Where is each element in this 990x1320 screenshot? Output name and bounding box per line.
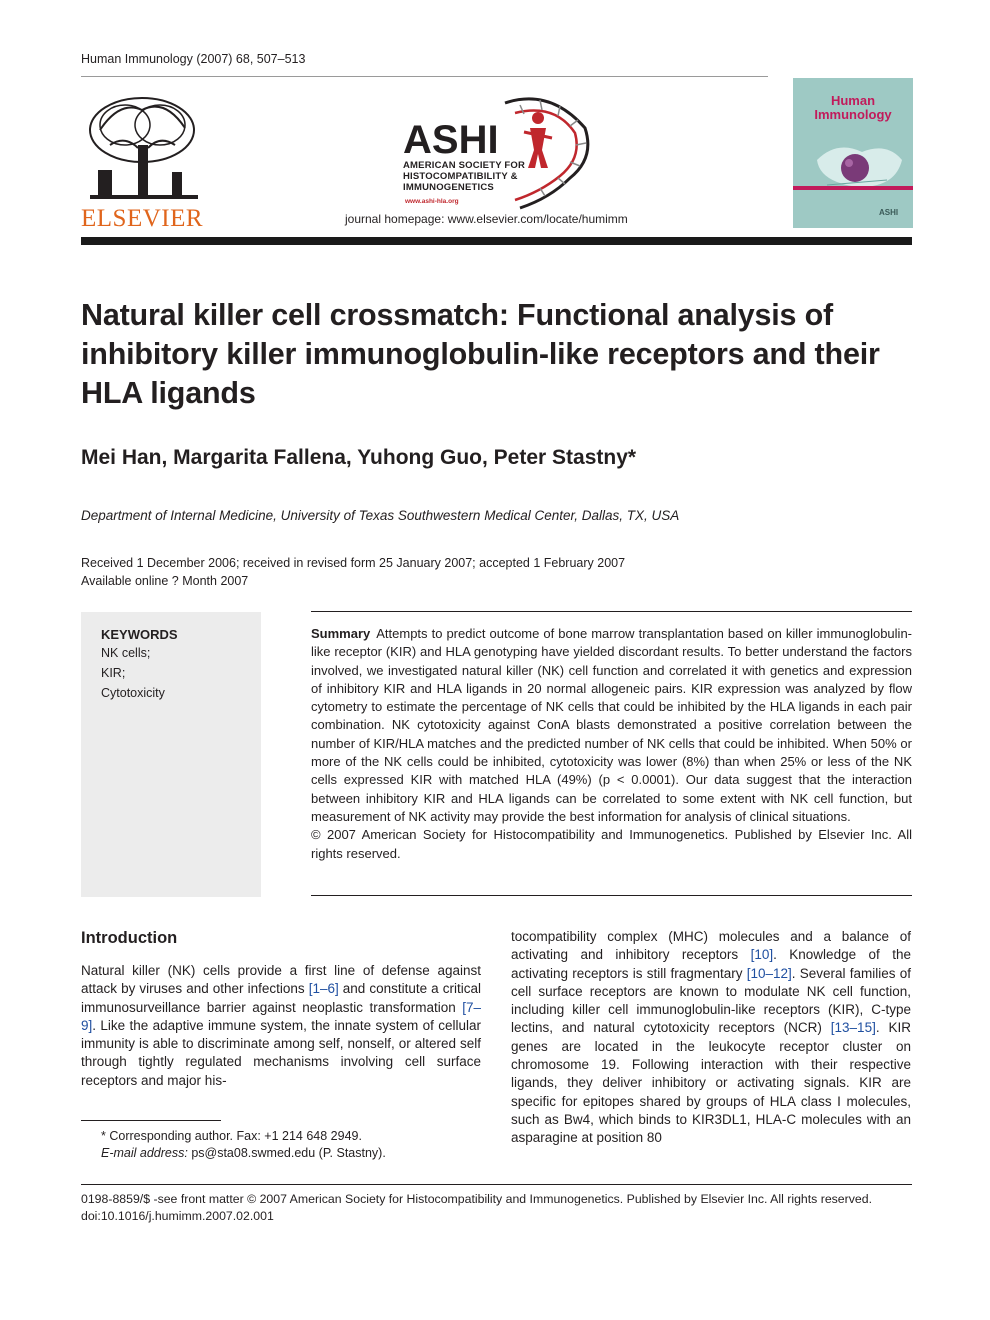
cover-stripe <box>793 186 913 190</box>
email-label: E-mail address: <box>101 1145 188 1160</box>
intro-text: and constitute a critical immunosurveillance barrier against neoplastic transformation <box>81 981 481 1015</box>
intro-text: . Like the adaptive immune system, the innate system of cellular immunity is able to discriminate among self, nonself, or altered self through tightly regulated mechanisms involving cell surface receptors and major his- <box>81 1017 481 1088</box>
abstract-text: Attempts to predict outcome of bone marrow transplantation based on killer immunoglobulin-like receptor (KIR) and HLA genotyping have yielded discordant results. To better understand the factors involved, we investigated natural killer (NK) cell function and correlated it with genetics and expression of inhibitory KIR and HLA ligands in 20 normal allogeneic pairs. KIR expression was analyzed by flow cytometry to estimate the percentage of NK cells that could be inhibited by the HLA ligands in each pair combination. NK cytotoxicity against ConA blasts demonstrated a positive correlation between the number of KIR/HLA matches and the predicted number of NK cells that could be inhibited. When 50% or more of the NK cells could be inhibited, cytotoxicity was lower (8%) than when 25% or less of the NK cells expressed KIR with matched HLA (49%) (p < 0.0001). Our data suggest that the interaction between inhibitory KIR and HLA ligands can be correlated to some extent with NK cell function, but measurement of NK activity may provide the best information for analysis of clinical situations. <box>311 626 912 824</box>
intro-right-column <box>511 928 911 1148</box>
intro-paragraph <box>81 962 481 1090</box>
issn-copyright: 0198-8859/$ -see front matter © 2007 American Society for Histocompatibility and Immunogenetics. Published by Elsevier Inc. All rights reserved. <box>81 1192 872 1206</box>
citation-link[interactable]: [13–15] <box>830 1020 876 1036</box>
front-matter <box>81 1191 872 1225</box>
available-online: Available online ? Month 2007 <box>81 574 249 588</box>
cover-illustration <box>807 130 907 210</box>
journal-cover <box>793 78 913 228</box>
ashi-line-1: AMERICAN SOCIETY FOR <box>403 160 526 171</box>
author-affiliation: Department of Internal Medicine, University of Texas Southwestern Medical Center, Dallas, TX, USA <box>81 508 680 523</box>
cover-title-line-2: Immunology <box>814 107 892 122</box>
intro-paragraph <box>511 928 911 1148</box>
ashi-logo-text: ASHI <box>403 118 499 162</box>
keywords-heading: KEYWORDS <box>101 627 178 642</box>
elsevier-wordmark: ELSEVIER <box>81 205 204 232</box>
keyword-item: NK cells; <box>101 646 151 660</box>
intro-left-column <box>81 962 481 1090</box>
keyword-item: Cytotoxicity <box>101 686 165 700</box>
intro-text: tocompatibility complex (MHC) molecules and a balance of activating and inhibitory receptors <box>511 929 911 963</box>
intro-text: . KIR genes are located in the leukocyte receptor cluster on chromosome 19. Following interaction with their respective ligands, they deliver inhibitory or activating signals. KIR are specific for epitopes shared by groups of HLA class I molecules, such as Bw4, which binds to KIR3DL1, HLA-C molecules with an asparagine at position 80 <box>511 1020 911 1146</box>
footer-rule <box>81 1184 912 1185</box>
keyword-item: KIR; <box>101 666 126 680</box>
ashi-logo <box>400 88 600 213</box>
cover-title <box>793 94 913 122</box>
corresponding-author: * Corresponding author. Fax: +1 214 648 2949. <box>101 1129 362 1143</box>
citation-link[interactable]: [10] <box>750 947 774 963</box>
introduction-heading: Introduction <box>81 929 178 947</box>
intro-text: Natural killer (NK) cells provide a first line of defense against attack by viruses and other infections <box>81 963 481 997</box>
ashi-society-name <box>403 160 525 193</box>
ashi-line-3: IMMUNOGENETICS <box>403 182 494 193</box>
article-dates <box>81 554 625 590</box>
abstract <box>311 625 912 863</box>
abstract-copyright: © 2007 American Society for Histocompatibility and Immunogenetics. Published by Elsevier Inc. All rights reserved. <box>311 827 912 861</box>
header-rule <box>81 76 768 77</box>
cover-ashi-logo: ASHI <box>879 208 899 217</box>
ashi-url[interactable]: www.ashi-hla.org <box>405 198 459 205</box>
footnote-rule <box>81 1120 221 1121</box>
intro-text: . Several families of cell surface receptors are known to modulate NK cell function, including killer cell immunoglobulin-like receptors (KIR), C-type lectins, and natural cytotoxicity receptors (NCR) <box>511 965 912 1036</box>
email-value[interactable]: ps@sta08.swmed.edu (P. Stastny). <box>187 1145 386 1160</box>
received-dates: Received 1 December 2006; received in revised form 25 January 2007; accepted 1 February 2007 <box>81 556 626 570</box>
abstract-rule-bottom <box>311 895 912 896</box>
footnote <box>101 1128 386 1161</box>
abstract-label: Summary <box>311 626 371 641</box>
citation-link[interactable]: [1–6] <box>308 981 339 997</box>
intro-text: . Knowledge of the activating receptors is still fragmentary <box>511 947 911 981</box>
journal-homepage[interactable]: journal homepage: www.elsevier.com/locate/humimm <box>345 212 628 226</box>
doi[interactable]: doi:10.1016/j.humimm.2007.02.001 <box>81 1209 274 1223</box>
journal-reference: Human Immunology (2007) 68, 507–513 <box>81 52 306 66</box>
abstract-body <box>311 625 912 826</box>
abstract-rule-top <box>311 611 912 612</box>
ashi-line-2: HISTOCOMPATIBILITY & <box>403 171 518 182</box>
author-email <box>101 1145 386 1162</box>
citation-link[interactable]: [10–12] <box>746 965 792 981</box>
article-title: Natural killer cell crossmatch: Functional analysis of inhibitory killer immunoglobulin-like receptors and their HLA ligands <box>81 298 880 410</box>
cover-title-line-1: Human <box>830 93 876 108</box>
header-bar <box>81 237 912 245</box>
article-authors: Mei Han, Margarita Fallena, Yuhong Guo, Peter Stastny* <box>81 446 637 469</box>
citation-link[interactable]: [7–9] <box>81 999 481 1033</box>
